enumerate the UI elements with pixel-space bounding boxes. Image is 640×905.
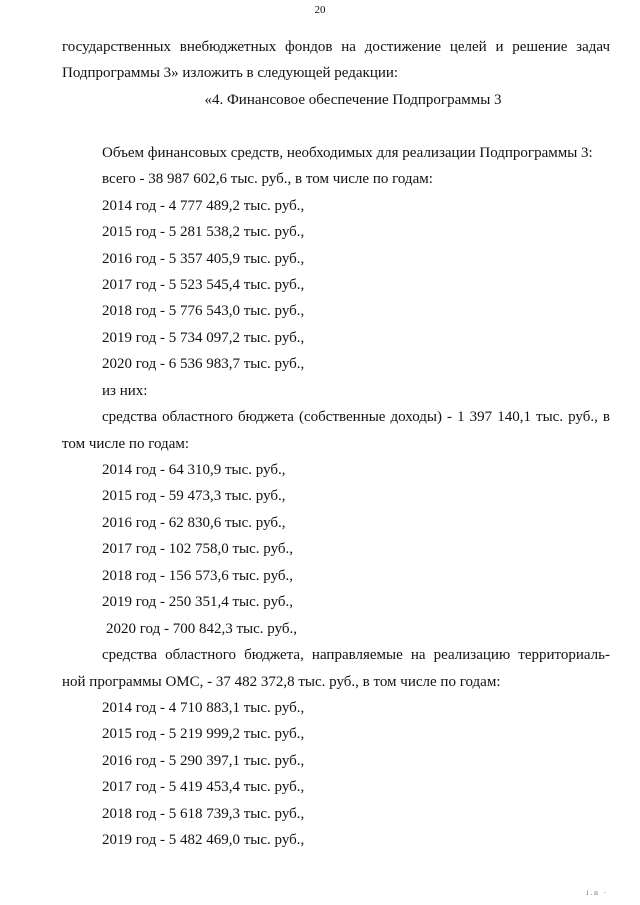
regional-own-year-2019: 2019 год - 250 351,4 тыс. руб., [102,594,294,611]
total-year-2014: 2014 год - 4 777 489,2 тыс. руб., [102,197,305,214]
regional-own-year-2020: 2020 год - 700 842,3 тыс. руб., [106,620,298,637]
regional-own-year-2015: 2015 год - 59 473,3 тыс. руб., [102,488,286,505]
regional-oms-text: средства областного бюджета, направляемые на реализацию территориаль- [102,647,610,664]
regional-oms-year-2014: 2014 год - 4 710 883,1 тыс. руб., [102,699,305,716]
total-year-2016: 2016 год - 5 357 405,9 тыс. руб., [102,250,305,267]
regional-own-year-2016: 2016 год - 62 830,6 тыс. руб., [102,514,286,531]
page-number: 20 [314,4,326,16]
total-year-2015: 2015 год - 5 281 538,2 тыс. руб., [102,224,305,241]
total-year-2017: 2017 год - 5 523 545,4 тыс. руб., [102,276,305,293]
intro-line: Подпрограммы 3» изложить в следующей редакции: [62,65,399,82]
regional-own-year-2014: 2014 год - 64 310,9 тыс. руб., [102,462,286,478]
total-year-2019: 2019 год - 5 734 097,2 тыс. руб., [102,329,305,346]
regional-own-text: средства областного бюджета (собственные доходы) - 1 397 140,1 тыс. руб., в [102,409,610,426]
section-title: «4. Финансовое обеспечение Подпрограммы 3 [204,91,502,108]
document-body [62,34,610,854]
intro-line: государственных внебюджетных фондов на достижение целей и решение задач [62,39,610,55]
total-year-2020: 2020 год - 6 536 983,7 тыс. руб., [102,356,305,373]
footer-mark: і.п · [586,889,608,897]
of-them-label: из них: [102,382,148,399]
total-heading: Объем финансовых средств, необходимых для реализации Подпрограммы 3: [102,144,593,161]
regional-own-year-2018: 2018 год - 156 573,6 тыс. руб., [102,567,294,584]
regional-oms-year-2016: 2016 год - 5 290 397,1 тыс. руб., [102,752,305,769]
regional-own-year-2017: 2017 год - 102 758,0 тыс. руб., [102,541,294,558]
regional-oms-year-2018: 2018 год - 5 618 739,3 тыс. руб., [102,805,305,822]
total-amount: всего - 38 987 602,6 тыс. руб., в том числе по годам: [102,171,433,188]
regional-own-text-cont: том числе по годам: [62,435,190,452]
regional-oms-text-cont: ной программы ОМС, - 37 482 372,8 тыс. руб., в том числе по годам: [62,673,501,690]
total-year-2018: 2018 год - 5 776 543,0 тыс. руб., [102,303,305,320]
regional-oms-year-2019: 2019 год - 5 482 469,0 тыс. руб., [102,832,305,849]
regional-oms-year-2015: 2015 год - 5 219 999,2 тыс. руб., [102,726,305,743]
spacer [62,113,610,139]
regional-oms-year-2017: 2017 год - 5 419 453,4 тыс. руб., [102,779,305,796]
